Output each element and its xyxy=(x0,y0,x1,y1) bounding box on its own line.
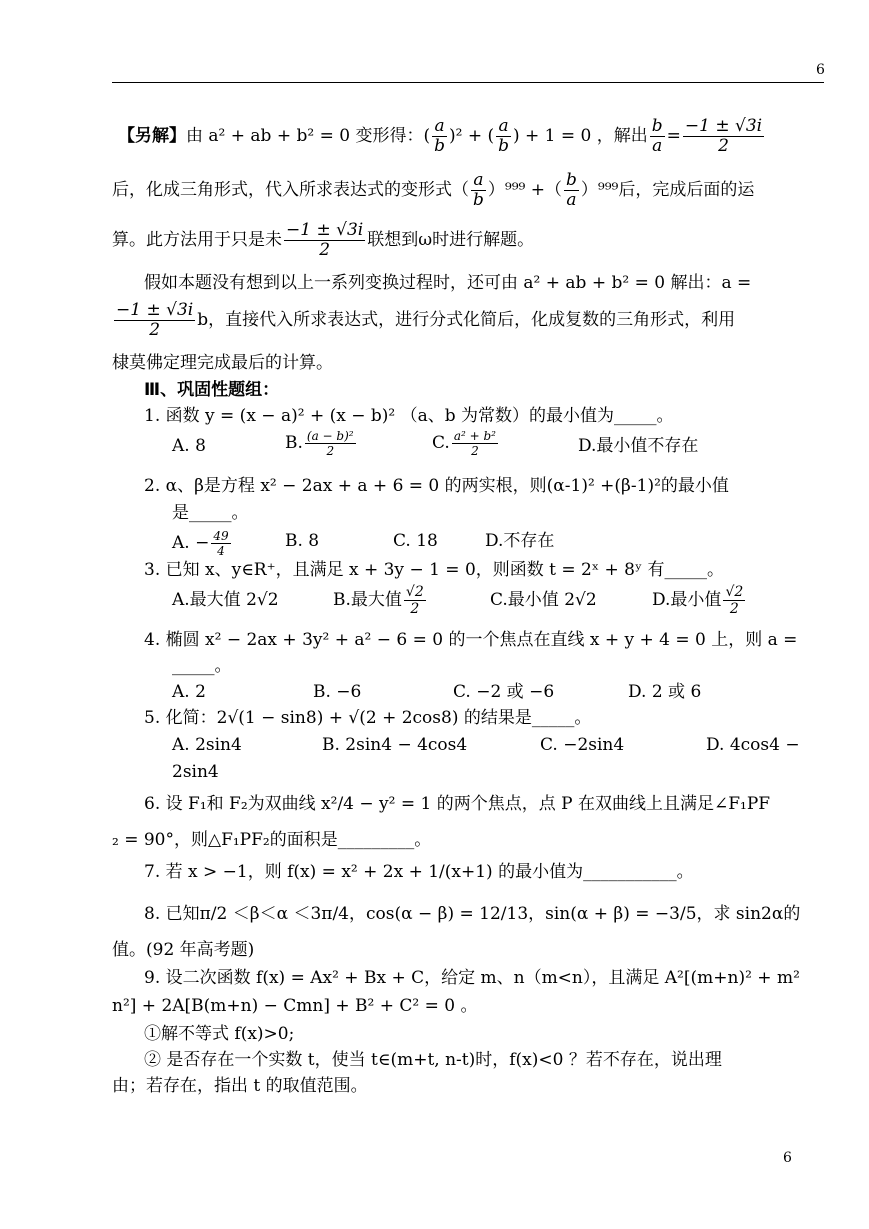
question-5: 5. 化简：2√(1 − sin8) + √(2 + 2cos8) 的结果是_____。 xyxy=(144,708,592,728)
frac-b-over-a: $\frac{b}{a}$ xyxy=(651,116,663,156)
alt-text-3a: 算。此方法用于只是未 xyxy=(112,230,282,250)
question-9-sub-2-line-2: 由；若存在，指出 t 的取值范围。 xyxy=(112,1076,368,1096)
q2-option-a: A. − $\frac{49}{4}$ xyxy=(172,529,229,558)
alt-text-3b: 联想到ω时进行解题。 xyxy=(367,230,535,250)
alt-text-1a: 由 a² + ab + b² = 0 变形得：( xyxy=(186,126,431,146)
q5-option-c: C. −2sin4 xyxy=(540,735,625,755)
q4-option-b: B. −6 xyxy=(313,682,362,702)
alt-text-2c: ）⁹⁹⁹后，完成后面的运 xyxy=(580,180,755,200)
alt-solution-line-1 xyxy=(118,118,766,155)
header-page-number: 6 xyxy=(816,62,825,78)
q1-c-frac: $\frac{\text{a² + b²}}{2}$ xyxy=(453,429,496,458)
q1-option-b: B. $\frac{\text{(a − b)²}}{2}$ xyxy=(285,429,354,458)
question-6-line-2: ₂ = 90°，则△F₁PF₂的面积是_________。 xyxy=(112,830,432,850)
alt-label: 【另解】 xyxy=(118,126,186,146)
header-rule xyxy=(112,82,824,83)
q2-a-frac: $\frac{49}{4}$ xyxy=(213,529,229,558)
q1-option-a: A. 8 xyxy=(172,436,206,456)
hypothesis-line-1: 假如本题没有想到以上一系列变换过程时，还可由 a² + ab + b² = 0 解出：a = xyxy=(144,273,752,293)
q3-d-frac: $\frac{√2}{2}$ xyxy=(725,584,744,617)
alt-solution-line-3 xyxy=(112,222,534,259)
q3-option-a: A.最大值 2√2 xyxy=(172,590,279,610)
q3-option-b: B.最大值 $\frac{√2}{2}$ xyxy=(333,584,424,617)
q5-option-d-wrap: 2sin4 xyxy=(172,762,219,782)
hypothesis-line-2 xyxy=(112,302,735,339)
hypothesis-line-3: 棣莫佛定理完成最后的计算。 xyxy=(112,353,333,373)
q4-option-d: D. 2 或 6 xyxy=(628,682,702,702)
section-title: Ⅲ、巩固性题组： xyxy=(144,380,280,400)
frac-a-over-b: $\frac{a}{b}$ xyxy=(434,116,445,156)
hypothesis-text-2: b，直接代入所求表达式，进行分式化简后，化成复数的三角形式，利用 xyxy=(197,310,736,330)
q3-option-c: C.最小值 2√2 xyxy=(490,590,597,610)
question-8-line-1: 8. 已知π/2 ＜β＜α ＜3π/4，cos(α − β) = 12/13，sin(α + β) = −3/5，求 sin2α的 xyxy=(144,904,801,924)
question-1: 1. 函数 y = (x − a)² + (x − b)² （a、b 为常数）的最小值为_____。 xyxy=(144,406,674,426)
question-4-line-1: 4. 椭圆 x² − 2ax + 3y² + a² − 6 = 0 的一个焦点在直线 x + y + 4 = 0 上，则 a = xyxy=(144,630,798,650)
question-9-line-2: n²] + 2A[B(m+n) − Cmn] + B² + C² = 0 。 xyxy=(112,996,478,1016)
q1-option-d: D.最小值不存在 xyxy=(578,436,699,456)
alt-text-1c: ) + 1 = 0 ，解出 xyxy=(513,126,648,146)
q2-option-b: B. 8 xyxy=(285,531,320,551)
question-7: 7. 若 x > −1，则 f(x) = x² + 2x + 1/(x+1) 的最小值为___________。 xyxy=(144,862,694,882)
q3-option-d: D.最小值 $\frac{√2}{2}$ xyxy=(652,584,744,617)
frac-a-over-b-2: $\frac{a}{b}$ xyxy=(498,116,509,156)
alt-text-1d: = xyxy=(666,126,681,146)
q4-option-c: C. −2 或 −6 xyxy=(453,682,555,702)
alt-text-2b: ）⁹⁹⁹ +（ xyxy=(487,180,562,200)
question-4-line-2: _____。 xyxy=(172,656,232,676)
question-9-sub-2-line-1: ② 是否存在一个实数 t，使当 t∈(m+t, n-t)时，f(x)<0 ？若不存在，说出理 xyxy=(144,1050,722,1070)
q2-option-c: C. 18 xyxy=(393,531,438,551)
q1-option-c: C. $\frac{\text{a² + b²}}{2}$ xyxy=(432,429,496,458)
question-8-line-2: 值。(92 年高考题) xyxy=(112,940,255,960)
q4-option-a: A. 2 xyxy=(172,682,206,702)
q1-b-frac: $\frac{\text{(a − b)²}}{2}$ xyxy=(306,429,354,458)
q5-option-b: B. 2sin4 − 4cos4 xyxy=(322,735,468,755)
alt-text-1b: )² + ( xyxy=(448,126,495,146)
frac-root-3: $\frac{-1 \pm √3i}{2}$ xyxy=(116,300,194,340)
frac-root-2: $\frac{-1 \pm √3i}{2}$ xyxy=(286,220,364,260)
question-9-line-1: 9. 设二次函数 f(x) = Ax² + Bx + C，给定 m、n（m<n），且满足 A²[(m+n)² + m² xyxy=(144,968,800,988)
frac-b-over-a-2: $\frac{b}{a}$ xyxy=(565,170,577,210)
alt-solution-line-2 xyxy=(112,172,754,209)
q2-option-d: D.不存在 xyxy=(485,531,555,551)
q5-option-d: D. 4cos4 − xyxy=(706,735,800,755)
frac-root-1: $\frac{-1 \pm √3i}{2}$ xyxy=(684,116,763,156)
question-9-sub-1: ①解不等式 f(x)>0; xyxy=(144,1024,295,1044)
question-2-line-1: 2. α、β是方程 x² − 2ax + a + 6 = 0 的两实根，则(α-1)² +(β-1)²的最小值 xyxy=(144,476,729,496)
question-3: 3. 已知 x、y∈R⁺，且满足 x + 3y − 1 = 0，则函数 t = 2ˣ + 8ʸ 有_____。 xyxy=(144,560,725,580)
frac-a-over-b-3: $\frac{a}{b}$ xyxy=(473,170,484,210)
alt-text-2a: 后，化成三角形式，代入所求表达式的变形式（ xyxy=(112,180,469,200)
footer-page-number: 6 xyxy=(783,1150,792,1166)
question-2-line-2: 是_____。 xyxy=(172,503,249,523)
q5-option-a: A. 2sin4 xyxy=(172,735,242,755)
q3-b-frac: $\frac{√2}{2}$ xyxy=(405,584,424,617)
question-6-line-1: 6. 设 F₁和 F₂为双曲线 x²/4 − y² = 1 的两个焦点，点 P 在双曲线上且满足∠F₁PF xyxy=(144,794,771,814)
